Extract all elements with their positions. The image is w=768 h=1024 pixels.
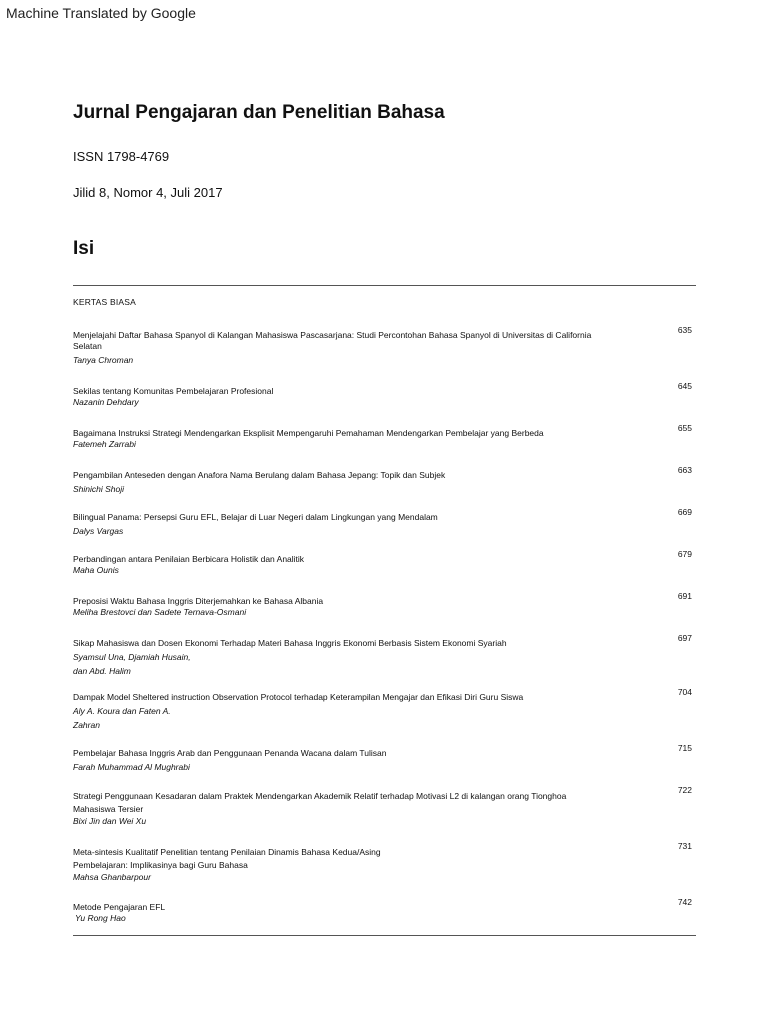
article-authors: Mahsa Ghanbarpour <box>73 872 151 882</box>
article-page-number: 697 <box>677 633 692 643</box>
article-title: Bilingual Panama: Persepsi Guru EFL, Belajar di Luar Negeri dalam Lingkungan yang Mendalam <box>73 512 438 522</box>
article-page-number: 731 <box>677 841 692 851</box>
article-title: Pembelajar Bahasa Inggris Arab dan Penggunaan Penanda Wacana dalam Tulisan <box>73 748 387 758</box>
toc-entry[interactable] <box>73 785 696 827</box>
article-title: Strategi Penggunaan Kesadaran dalam Praktek Mendengarkan Akademik Relatif terhadap Motivasi L2 di kalangan orang Tionghoa Mahasiswa Tersier <box>73 791 567 814</box>
toc-entry[interactable] <box>73 633 696 677</box>
article-title: Pengambilan Anteseden dengan Anafora Nama Berulang dalam Bahasa Jepang: Topik dan Subjek <box>73 470 446 480</box>
article-authors: Bixi Jin dan Wei Xu <box>73 816 147 826</box>
article-page-number: 663 <box>677 465 692 475</box>
toc-entry[interactable] <box>73 841 696 883</box>
toc-entry[interactable] <box>73 381 696 408</box>
contents-heading: Isi <box>73 238 95 259</box>
journal-volume: Jilid 8, Nomor 4, Juli 2017 <box>73 185 223 200</box>
toc-entry[interactable] <box>73 549 696 576</box>
article-authors: dan Abd. Halim <box>73 666 131 676</box>
article-authors: Syamsul Una, Djamiah Husain, <box>73 652 191 662</box>
article-authors: Shinichi Shoji <box>73 484 125 494</box>
machine-translation-banner: Machine Translated by Google <box>6 5 196 21</box>
article-page-number: 635 <box>677 325 692 335</box>
article-authors: Tanya Chroman <box>73 355 134 365</box>
article-authors: Dalys Vargas <box>73 526 124 536</box>
article-title: Sikap Mahasiswa dan Dosen Ekonomi Terhadap Materi Bahasa Inggris Ekonomi Berbasis Sistem Ekonomi Syariah <box>73 638 507 648</box>
contents-top-divider <box>73 285 696 286</box>
toc-entry[interactable] <box>73 507 696 537</box>
article-title: Metode Pengajaran EFL <box>73 902 166 912</box>
toc-entry[interactable] <box>73 743 696 773</box>
journal-issn: ISSN 1798-4769 <box>73 149 170 164</box>
section-label: KERTAS BIASA <box>73 297 137 307</box>
article-title: Sekilas tentang Komunitas Pembelajaran Profesional <box>73 386 274 396</box>
toc-entry[interactable] <box>73 423 696 450</box>
article-page-number: 645 <box>677 381 692 391</box>
article-title: Preposisi Waktu Bahasa Inggris Diterjemahkan ke Bahasa Albania <box>73 596 324 606</box>
article-authors: Aly A. Koura dan Faten A. <box>73 706 171 716</box>
article-title: Bagaimana Instruksi Strategi Mendengarkan Eksplisit Mempengaruhi Pemahaman Mendengarkan Pembelajar yang Berbeda <box>73 428 544 438</box>
article-page-number: 691 <box>677 591 692 601</box>
article-title: Menjelajahi Daftar Bahasa Spanyol di Kalangan Mahasiswa Pascasarjana: Studi Percontohan Bahasa Spanyol di Universitas di California Selatan <box>73 330 592 351</box>
article-authors: Yu Rong Hao <box>75 913 126 923</box>
toc-entry[interactable] <box>73 465 696 495</box>
contents-bottom-divider <box>73 935 696 936</box>
article-page-number: 679 <box>677 549 692 559</box>
article-authors: Meliha Brestovci dan Sadete Ternava-Osmani <box>73 607 247 617</box>
article-authors: Farah Muhammad Al Mughrabi <box>73 762 190 772</box>
article-page-number: 704 <box>677 687 692 697</box>
article-authors: Fatemeh Zarrabi <box>73 439 136 449</box>
toc-entry[interactable] <box>73 897 696 924</box>
article-authors: Nazanin Dehdary <box>73 397 139 407</box>
journal-title: Jurnal Pengajaran dan Penelitian Bahasa <box>73 102 445 123</box>
toc-entry[interactable] <box>73 687 696 731</box>
article-page-number: 722 <box>677 785 692 795</box>
toc-entry[interactable] <box>73 325 696 366</box>
article-title: Meta-sintesis Kualitatif Penelitian tentang Penilaian Dinamis Bahasa Kedua/Asing Pembelajaran: Implikasinya bagi Guru Bahasa <box>73 847 381 870</box>
article-page-number: 715 <box>677 743 692 753</box>
article-page-number: 655 <box>677 423 692 433</box>
article-authors: Maha Ounis <box>73 565 119 575</box>
toc-entry[interactable] <box>73 591 696 618</box>
article-page-number: 669 <box>677 507 692 517</box>
article-title: Perbandingan antara Penilaian Berbicara Holistik dan Analitik <box>73 554 305 564</box>
article-page-number: 742 <box>677 897 692 907</box>
article-title: Dampak Model Sheltered instruction Observation Protocol terhadap Keterampilan Mengajar dan Efikasi Diri Guru Siswa <box>73 692 524 702</box>
article-authors: Zahran <box>73 720 100 730</box>
